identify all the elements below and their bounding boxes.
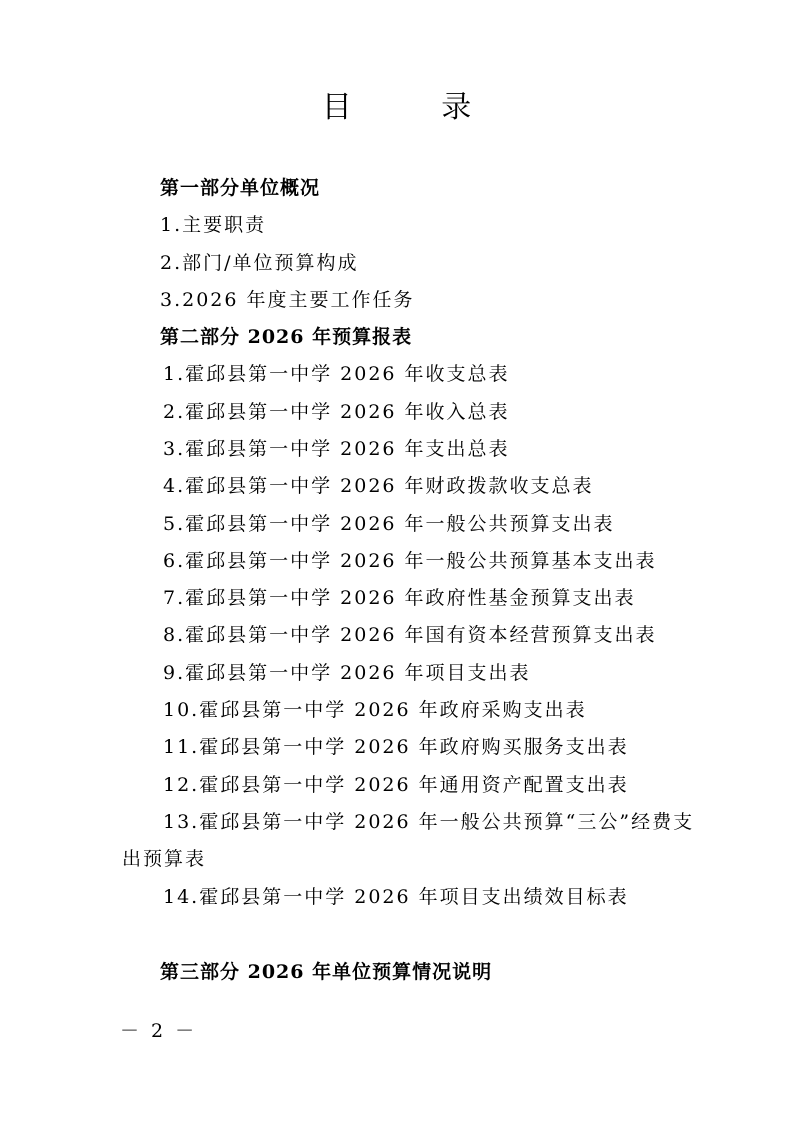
toc-item: 13.霍邱县第一中学 2026 年一般公共预算“三公”经费支 [163, 811, 695, 833]
page-title: 目 录 [321, 90, 512, 125]
toc-item: 5.霍邱县第一中学 2026 年一般公共预算支出表 [163, 513, 615, 535]
page-number: － 2 － [120, 1020, 198, 1042]
part2-heading: 第二部分 2026 年预算报表 [160, 326, 413, 348]
toc-item: 4.霍邱县第一中学 2026 年财政拨款收支总表 [163, 475, 594, 497]
part1-item: 2.部门/单位预算构成 [160, 252, 359, 274]
toc-item: 8.霍邱县第一中学 2026 年国有资本经营预算支出表 [163, 624, 657, 646]
toc-item: 12.霍邱县第一中学 2026 年通用资产配置支出表 [163, 774, 629, 796]
part1-heading: 第一部分单位概况 [160, 177, 321, 199]
toc-item: 10.霍邱县第一中学 2026 年政府采购支出表 [163, 699, 587, 721]
toc-item-continuation: 出预算表 [122, 848, 207, 870]
toc-item: 14.霍邱县第一中学 2026 年项目支出绩效目标表 [163, 886, 629, 908]
part3-heading: 第三部分 2026 年单位预算情况说明 [160, 961, 493, 983]
part1-item: 3.2026 年度主要工作任务 [160, 289, 415, 311]
toc-item: 2.霍邱县第一中学 2026 年收入总表 [163, 401, 510, 423]
toc-item: 11.霍邱县第一中学 2026 年政府购买服务支出表 [163, 736, 629, 758]
toc-item: 1.霍邱县第一中学 2026 年收支总表 [163, 363, 510, 385]
toc-item: 3.霍邱县第一中学 2026 年支出总表 [163, 438, 510, 460]
toc-item: 9.霍邱县第一中学 2026 年项目支出表 [163, 662, 531, 684]
toc-item: 6.霍邱县第一中学 2026 年一般公共预算基本支出表 [163, 550, 657, 572]
toc-item: 7.霍邱县第一中学 2026 年政府性基金预算支出表 [163, 587, 636, 609]
part1-item: 1.主要职责 [160, 214, 267, 236]
